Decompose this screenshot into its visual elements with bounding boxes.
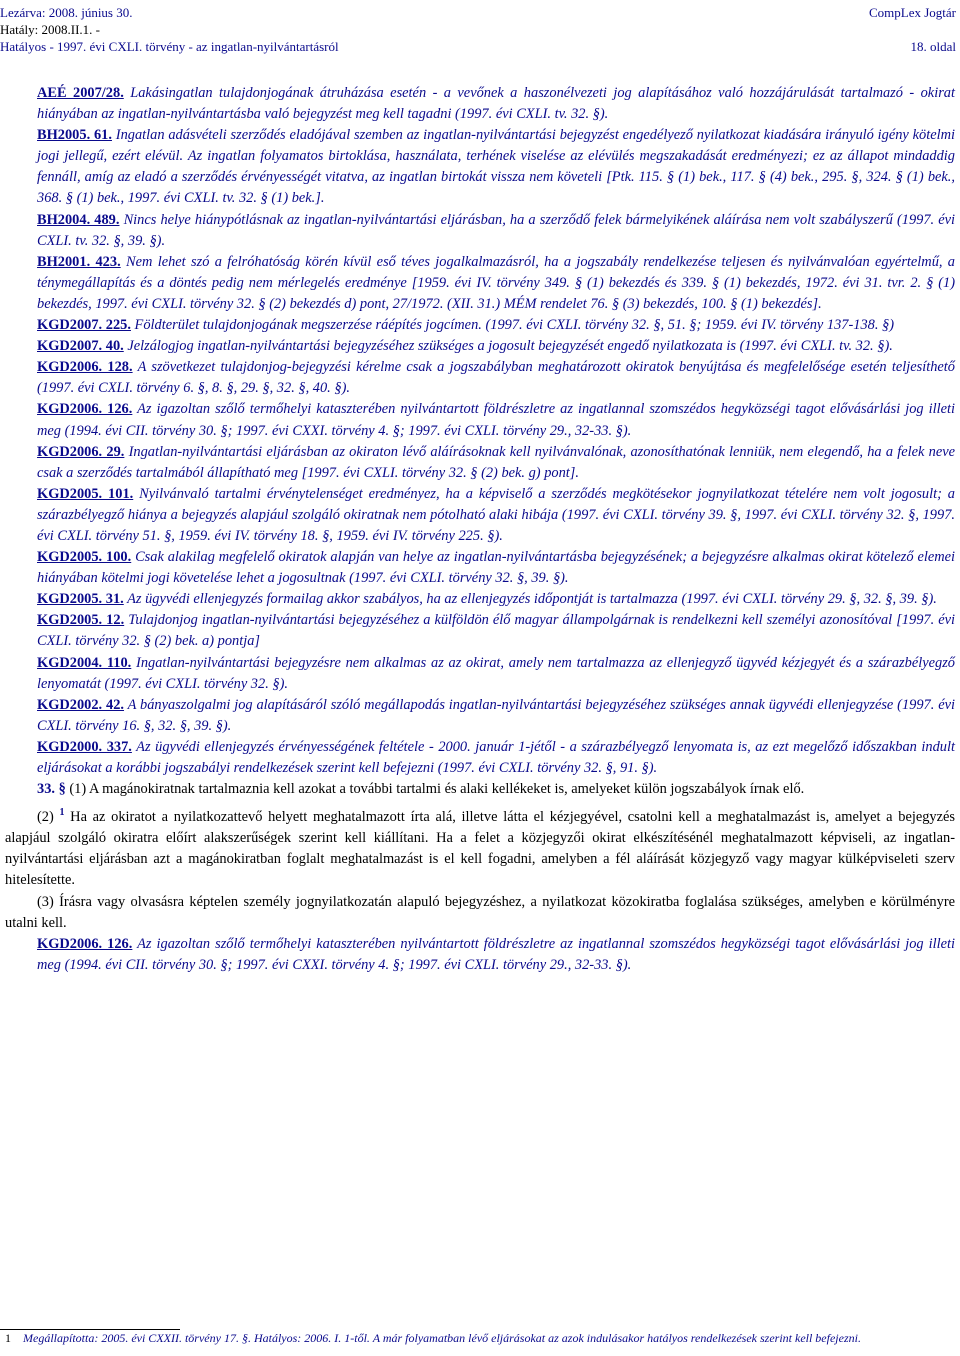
decision-entry: [37, 357, 955, 399]
decision-entry: [37, 399, 955, 441]
decision-entry: [37, 336, 955, 357]
decisions-list-b: [5, 934, 955, 976]
closed-date: Lezárva: 2008. június 30.: [0, 5, 133, 20]
decision-summary: A szövetkezet tulajdonjog-bejegyzési kérelme csak a jogszabályban meghatározott okiratok benyújtása és megfelelősége esetén teljesíthető (1997. évi CXLI. törvény 6. §, 8. §, 29. §, 32. §, 40. §).: [37, 359, 955, 397]
decision-reference-link[interactable]: KGD2005. 31.: [37, 591, 124, 608]
footnote-number: 1: [5, 1331, 11, 1345]
decision-summary: Nincs helye hiánypótlásnak az ingatlan-nyilvántartási eljárásban, ha a szerződő felek bármelyikének aláírása nem volt szabályszerű (1997. évi CXLI. tv. 32. §, 39. §).: [37, 211, 956, 249]
decision-entry: [37, 125, 955, 209]
decision-reference-link[interactable]: KGD2006. 29.: [37, 443, 125, 460]
decision-entry: [37, 653, 955, 695]
decision-entry: [37, 83, 955, 125]
decision-reference-link[interactable]: KGD2006. 126.: [37, 401, 133, 418]
decision-reference-link[interactable]: BH2004. 489.: [37, 211, 120, 228]
decision-summary: Tulajdonjog ingatlan-nyilvántartási bejegyzéséhez a külföldön élő magyar állampolgárnak is rendelkezni kell személyi azonosítóval [1997. évi CXLI. törvény 32. § (2) bek. a) pontja]: [37, 612, 955, 650]
p3-text: (3) Írásra vagy olvasásra képtelen személy jognyilatkozatán alapuló bejegyzéshez, a nyilatkozat közokiratba foglalása szükséges, amelyben e körülményre utalni kell.: [5, 893, 955, 931]
decision-reference-link[interactable]: KGD2004. 110.: [37, 654, 132, 671]
brand-name: CompLex Jogtár: [868, 5, 956, 20]
effect-date: Hatály: 2008.II.1. -: [0, 22, 101, 37]
decision-summary: Ingatlan-nyilvántartási eljárásban az okiraton lévő aláírásoknak kell nyilvánvalónak, azonosíthatónak lenniük, nem elegendő, ha a felek neve csak a szerződés tartalmából állapítható meg [1997. évi CXLI. törvény 32. § (2) bek. g) pont].: [37, 443, 956, 481]
decision-summary: Nyilvánvaló tartalmi érvénytelenséget eredményez, ha a képviselő a szerződés megkötésekor jognyilatkozat tételére nem volt jogosult; a szárazbélyegző hiánya a bejegyzés alapjául szolgáló okiratnak nem pótolható alaki hibája (1997. évi CXLI. törvény 39. §, 1997. évi CXLI. törvény 32. §, 1997. évi CXLI. törvény 51. §, 1959. évi IV. törvény 18. §, 1959. évi IV. törvény 225. §).: [37, 485, 955, 544]
decision-summary: Nem lehet szó a felróhatóság körén kívül eső téves jogalkalmazásról, ha a jogszabály rendelkezése teljesen és nyilvánvalóan egyértelmű, a ténymegállapítás és a döntés pedig nem mérlegelés eredménye [1959. évi IV. törvény 349. § (1) bekezdés és 339. § (1) bekezdés, 1972. évi 31. tvr. 2. § (1) bekezdés, 1997. évi CXLI. törvény 32. § (2) bekezdés d) pont, 27/1972. (XII. 31.) MÉM rendelet 76. § (3) bekezdés, 100. § (1) bekezdés].: [37, 253, 956, 312]
decision-entry: [37, 695, 955, 737]
decision-entry: [37, 252, 955, 315]
p2-text: Ha az okiratot a nyilatkozattevő helyett meghatalmazott írta alá, illetve látta el kézjegyével, csatolni kell a meghatalmazást is, amelyet a bejegyzés alapjául szolgáló okiratra előírt alakszerűségek szerint kell kiállítani. Ha a felet a közjegyzői okirat elkészítésénél meghatalmazott képviseli, az ingatlan-nyilvántartási eljárásban azt a magánokiratban foglalt meghatalmazást is el kell fogadni, amelyben a fél aláírását közjegyző vagy magyar külképviseleti szerv hitelesítette.: [5, 809, 955, 889]
decision-reference-link[interactable]: BH2001. 423.: [37, 253, 121, 270]
decision-summary: Az ügyvédi ellenjegyzés formailag akkor szabályos, ha az ellenjegyzés időpontját is tartalmazza (1997. évi CXLI. törvény 29. §, 32. §, 39. §).: [123, 591, 937, 608]
decision-reference-link[interactable]: BH2005. 61.: [37, 127, 112, 144]
decision-reference-link[interactable]: KGD2007. 40.: [37, 338, 124, 355]
decision-entry: [37, 547, 955, 589]
section-number[interactable]: 33. §: [37, 781, 66, 798]
decision-summary: Ingatlan-nyilvántartási bejegyzésre nem alkalmas az az okirat, amely nem tartalmazza az ellenjegyző ügyvéd kézjegyét és a szárazbélyegző lenyomatát (1997. évi CXLI. törvény 32. §).: [37, 654, 955, 692]
decision-entry: [37, 442, 955, 484]
section-33-p2: [5, 802, 955, 891]
decision-summary: Lakásingatlan tulajdonjogának átruházása esetén - a vevőnek a haszonélvezeti jog alapításához való hozzájárulását tartalmazó - okirat hiányában az ingatlan-nyilvántartásba való bejegyzést meg kell tagadni (1997. évi CXLI. tv. 32. §).: [37, 85, 955, 123]
decision-reference-link[interactable]: KGD2006. 128.: [37, 359, 133, 376]
decision-entry: [37, 934, 955, 976]
footnote-ref[interactable]: 1: [59, 807, 65, 819]
decision-entry: [37, 315, 955, 336]
decision-summary: Ingatlan adásvételi szerződés eladójával szemben az ingatlan-nyilvántartási bejegyzést engedélyező nyilatkozat kiadására irányuló igény kötelmi jogi jellegű, ezért elévül. Az ingatlan folyamatos birtoklása, használata, terhének viselése az elévülés megszakadását eredményezi; ez az állapot mindaddig fennáll, amíg az eladó a szerződés érvényességét vitatva, az ingatlan birtokát vissza nem követeli [Ptk. 115. § (1) bek., 117. § (4) bek., 295. §, 324. § (1) bek., 368. § (1) bek., 1997. évi CXLI. tv. 32. § (1) bek.].: [37, 127, 955, 207]
page-number: 18. oldal: [910, 39, 956, 54]
p2-number: (2): [37, 809, 54, 826]
decision-entry: [37, 737, 955, 779]
decision-reference-link[interactable]: KGD2007. 225.: [37, 317, 131, 334]
decision-reference-link[interactable]: KGD2000. 337.: [37, 738, 132, 755]
page-header-left: [0, 4, 339, 55]
section-33-p1: [5, 779, 955, 800]
section-33-p3: [5, 892, 955, 934]
law-title[interactable]: Hatályos - 1997. évi CXLI. törvény - az ingatlan-nyilvántartásról: [0, 39, 339, 54]
decision-summary: Csak alakilag megfelelő okiratok alapján van helye az ingatlan-nyilvántartásba bejegyzésének; a bejegyzésre alkalmas okirat kötelező elemei hiányában kötelmi jogi követelése lehet a jogosultnak (1997. évi CXLI. törvény 32. §, 39. §).: [37, 549, 955, 587]
decision-entry: [37, 210, 955, 252]
decision-reference-link[interactable]: KGD2002. 42.: [37, 696, 125, 713]
decision-summary: Az igazoltan szőlő termőhelyi kataszterében nyilvántartott földrészletre az ingatlannal szomszédos hegyközségi tagot elővásárlási jog illeti meg (1994. évi CII. törvény 30. §; 1997. évi CXXI. törvény 4. §; 1997. évi CXLI. törvény 29., 32-33. §).: [37, 935, 955, 973]
decision-entry: [37, 589, 955, 610]
decision-reference-link[interactable]: KGD2006. 126.: [37, 935, 133, 952]
decision-reference-link[interactable]: AEÉ 2007/28.: [37, 85, 124, 101]
decision-summary: A bányaszolgalmi jog alapításáról szóló megállapodás ingatlan-nyilvántartási bejegyzéséhez szükséges annak ügyvédi ellenjegyzése (1997. évi CXLI. törvény 16. §, 32. §, 39. §).: [37, 696, 955, 734]
decision-summary: Az ügyvédi ellenjegyzés érvényességének feltétele - 2000. január 1-jétől - a szárazbélyegző lenyomata is, az ezt megelőző időszakban indult eljárásokat a korábbi jogszabályi rendelkezések szerint kell befejezni (1997. évi CXLI. törvény 32. §, 91. §).: [37, 738, 955, 776]
decision-summary: Jelzálogjog ingatlan-nyilvántartási bejegyzéséhez szükséges a jogosult bejegyzését engedő nyilatkozata is (1997. évi CXLI. tv. 32. §).: [123, 338, 893, 355]
footnote-text: Megállapította: 2005. évi CXXII. törvény 17. §. Hatályos: 2006. I. 1-től. A már folyamatban lévő eljárásokat az azok indulásakor hatályos rendelkezések szerint kell befejezni.: [23, 1331, 861, 1345]
decision-entry: [37, 610, 955, 652]
decisions-list-a: [5, 83, 955, 779]
decision-reference-link[interactable]: KGD2005. 100.: [37, 549, 132, 566]
page-header-right: [869, 4, 956, 55]
footnote: [5, 1330, 955, 1346]
p1-text: (1) A magánokiratnak tartalmaznia kell azokat a további tartalmi és alaki kellékeket is, amelyeket külön jogszabályok írnak elő.: [65, 781, 805, 798]
decision-summary: Földterület tulajdonjogának megszerzése ráépítés jogcímen. (1997. évi CXLI. törvény 32. §, 51. §; 1959. évi IV. törvény 137-138. §): [130, 317, 895, 334]
decision-reference-link[interactable]: KGD2005. 12.: [37, 612, 125, 629]
document-body: [5, 83, 955, 976]
decision-summary: Az igazoltan szőlő termőhelyi kataszterében nyilvántartott földrészletre az ingatlannal szomszédos hegyközségi tagot elővásárlási jog illeti meg (1994. évi CII. törvény 30. §; 1997. évi CXXI. törvény 4. §; 1997. évi CXLI. törvény 29., 32-33. §).: [37, 401, 955, 439]
decision-reference-link[interactable]: KGD2005. 101.: [37, 485, 134, 502]
decision-entry: [37, 484, 955, 547]
